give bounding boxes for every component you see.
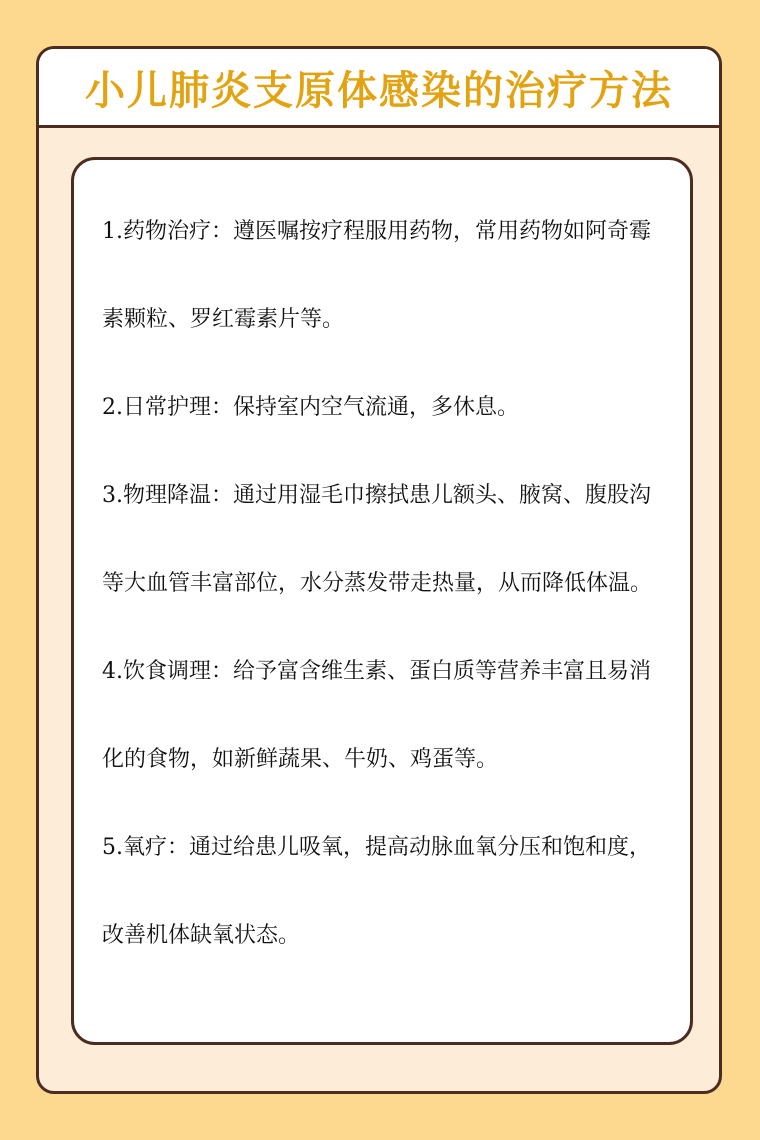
item-text: 饮食调理：给予富含维生素、蛋白质等营养丰富且易消化的食物，如新鲜蔬果、牛奶、鸡蛋等。 [102, 659, 652, 772]
page-title: 小儿肺炎支原体感染的治疗方法 [85, 67, 673, 114]
info-card [36, 46, 722, 1094]
item-text: 药物治疗：遵医嘱按疗程服用药物，常用药物如阿奇霉素颗粒、罗红霉素片等。 [102, 219, 652, 332]
content-box [71, 157, 693, 1045]
title-bar [39, 49, 719, 128]
list-item [102, 188, 670, 364]
item-text: 氧疗：通过给患儿吸氧，提高动脉血氧分压和饱和度，改善机体缺氧状态。 [102, 835, 652, 948]
item-number: 5. [102, 835, 123, 860]
list-item [102, 452, 670, 628]
list-item [102, 364, 670, 452]
item-number: 4. [102, 659, 123, 684]
list-item [102, 628, 670, 804]
treatment-list [102, 188, 670, 980]
item-number: 1. [102, 219, 123, 244]
list-item [102, 804, 670, 980]
item-number: 3. [102, 483, 123, 508]
item-text: 日常护理：保持室内空气流通，多休息。 [123, 395, 520, 420]
item-number: 2. [102, 395, 123, 420]
item-text: 物理降温：通过用湿毛巾擦拭患儿额头、腋窝、腹股沟等大血管丰富部位，水分蒸发带走热量，从而降低体温。 [102, 483, 653, 596]
